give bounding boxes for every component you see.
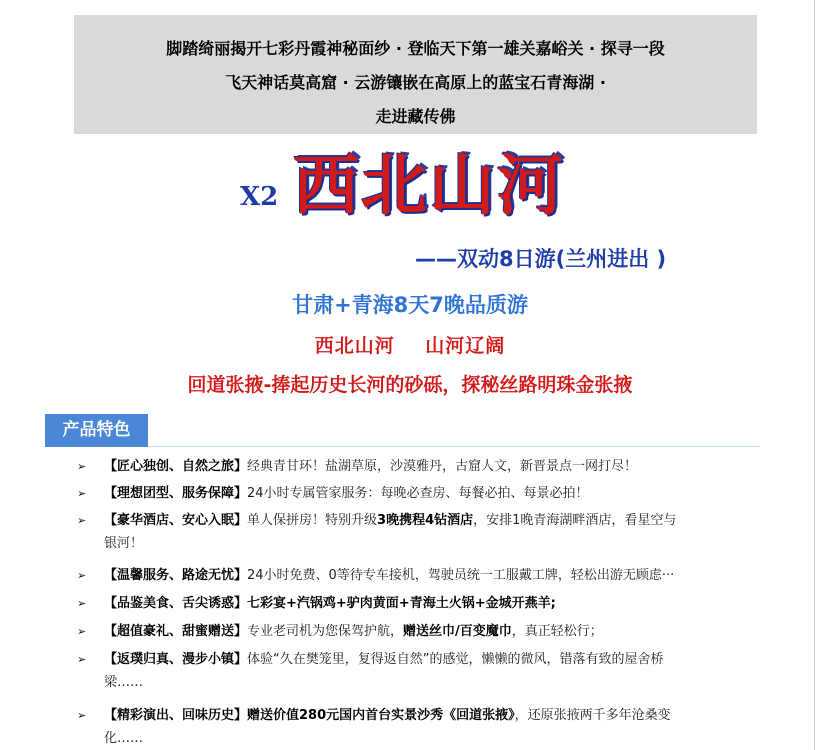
section-header-features: 产品特色 <box>45 414 148 447</box>
intro-banner <box>74 15 757 134</box>
feature-text: 24小时专属管家服务：每晚必查房、每餐必拍、每景必拍！ <box>247 486 589 501</box>
arrow-bullet-icon: ➢ <box>77 709 87 722</box>
feature-highlight: 3晚携程4钻酒店 <box>377 513 474 528</box>
feature-tag: 【超值豪礼、甜蜜赠送】 <box>104 624 248 639</box>
title-calligraphy: 西北山河 <box>293 146 565 224</box>
feature-text-continued: 化…… <box>104 731 144 746</box>
section-divider <box>148 446 760 447</box>
banner-line-1: 脚踏绮丽揭开七彩丹霞神秘面纱 · 登临天下第一雄关嘉峪关 · 探寻一段 <box>166 39 665 58</box>
feature-text: 体验“久在樊笼里，复得返自然”的感觉，懒懒的微风，错落有致的屋舍桥 <box>247 652 664 667</box>
feature-text-tail: ，安排1晚青海湖畔酒店，看星空与 <box>473 513 677 528</box>
trip-subtitle: ——双动8日游(兰州进出 ) <box>415 247 667 271</box>
feature-text-continued: 银河！ <box>104 536 144 551</box>
feature-highlight: 赠送丝巾/百变魔巾 <box>403 624 512 639</box>
arrow-bullet-icon: ➢ <box>77 625 87 638</box>
trip-headline: 甘肃+青海8天7晚品质游 <box>292 293 528 317</box>
feature-text-tail: ，真正轻松行； <box>511 624 603 639</box>
feature-tag: 【品鉴美食、舌尖诱惑】 <box>104 596 248 611</box>
feature-highlight: 赠送价值280元国内首台实景沙秀《回道张掖》 <box>247 708 515 723</box>
title-prefix: X2 <box>240 182 279 212</box>
arrow-bullet-icon: ➢ <box>77 460 87 473</box>
feature-text: 单人保拼房！特别升级 <box>247 513 378 528</box>
slogan-line-1: 西北山河 山河辽阔 <box>314 335 506 357</box>
feature-tag: 【理想团型、服务保障】 <box>104 486 248 501</box>
feature-text-continued: 梁…… <box>104 675 144 690</box>
feature-highlight: 七彩宴+汽锅鸡+驴肉黄面+青海土火锅+金城开燕羊; <box>247 596 556 611</box>
feature-text: 经典青甘环！盐湖草原，沙漠雅丹，古窟人文，新晋景点一网打尽！ <box>247 459 638 474</box>
arrow-bullet-icon: ➢ <box>77 653 87 666</box>
feature-tag: 【温馨服务、路途无忧】 <box>104 568 248 583</box>
feature-text-tail: ，还原张掖两千多年沧桑变 <box>514 708 671 723</box>
feature-tag: 【匠心独创、自然之旅】 <box>104 459 248 474</box>
arrow-bullet-icon: ➢ <box>77 597 87 610</box>
arrow-bullet-icon: ➢ <box>77 569 87 582</box>
feature-text: 24小时免费、0等待专车接机，驾驶员统一工服戴工牌，轻松出游无顾虑··· <box>247 568 675 583</box>
feature-tag: 【精彩演出、回味历史】 <box>104 708 248 723</box>
feature-tag: 【返璞归真、漫步小镇】 <box>104 652 248 667</box>
arrow-bullet-icon: ➢ <box>77 487 87 500</box>
arrow-bullet-icon: ➢ <box>77 514 87 527</box>
feature-tag: 【豪华酒店、安心入眠】 <box>104 513 248 528</box>
banner-line-2: 飞天神话莫高窟 · 云游镶嵌在高原上的蓝宝石青海湖 · <box>225 73 606 92</box>
banner-line-3: 走进藏传佛 <box>375 107 456 126</box>
feature-text: 专业老司机为您保驾护航， <box>247 624 404 639</box>
slogan-line-2: 回道张掖-捧起历史长河的砂砾，探秘丝路明珠金张掖 <box>187 374 633 396</box>
